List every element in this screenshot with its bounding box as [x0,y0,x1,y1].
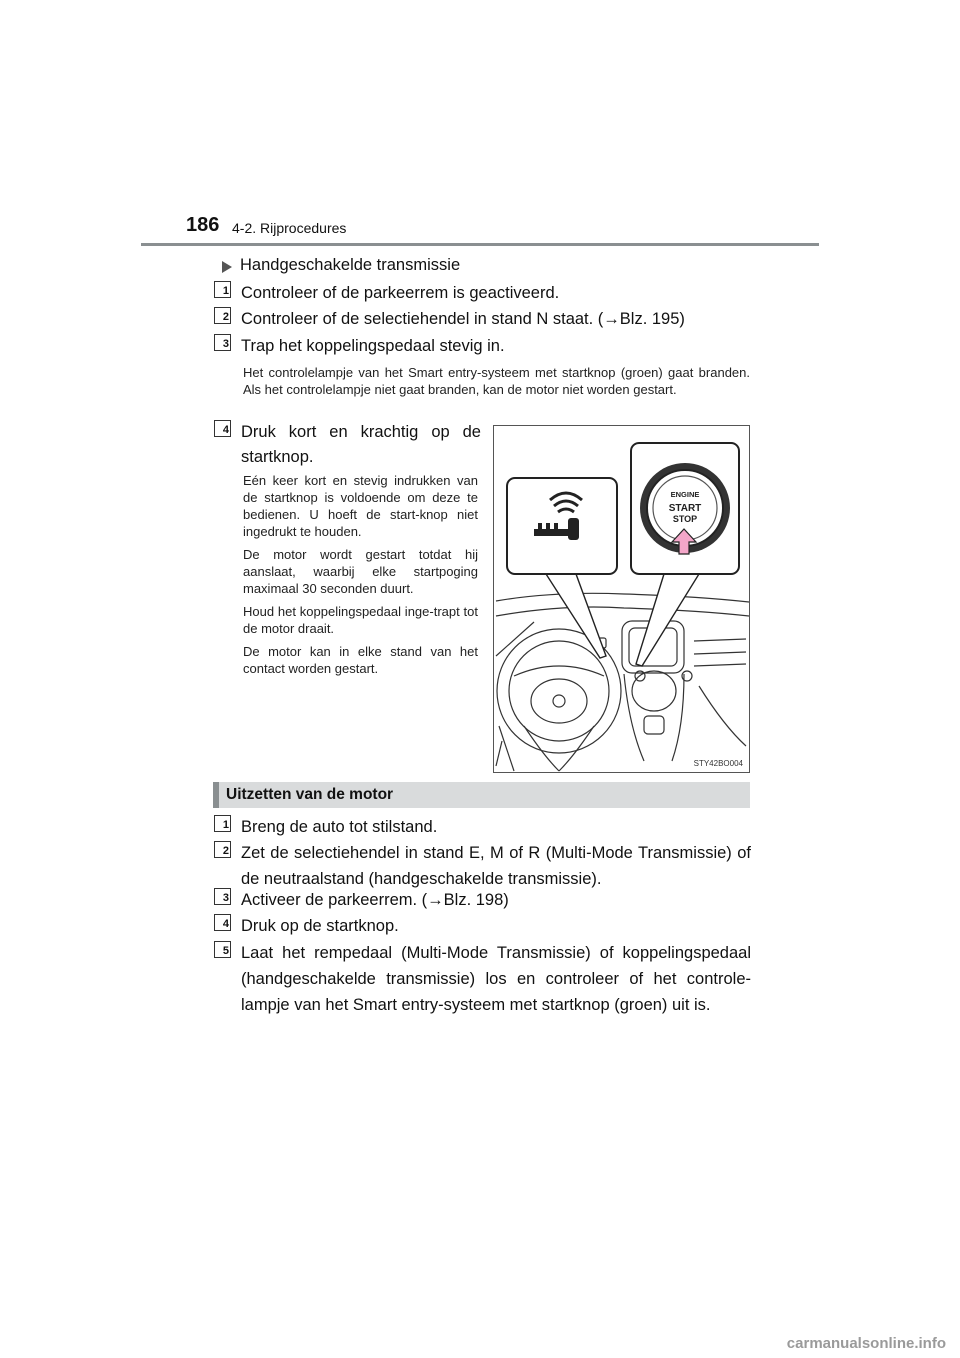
step-number-box: 1 [214,281,231,298]
button-label-start: START [668,503,702,514]
step-notes [243,472,478,677]
dashboard-illustration [493,425,750,773]
step-text: Druk op de startknop. [241,917,399,935]
step-note: Houd het koppelingspedaal inge-trapt tot de motor draait. [243,604,478,636]
step-number-box: 1 [214,815,231,832]
step-note: Het controlelampje van het Smart entry-systeem met startknop (groen) gaat branden. Als het controlelampje niet gaat branden, kan de motor niet worden gestart. [243,365,750,397]
step-text: Controleer of de selectiehendel in stand N staat. (→Blz. 195) [241,310,685,328]
triangle-bullet-icon [222,261,232,273]
step-number-box: 5 [214,941,231,958]
dashboard-drawing [494,426,750,773]
step-note: Eén keer kort en stevig indrukken van de startknop is voldoende om deze te bedienen. U hoeft de start-knop niet ingedrukt te houden. [243,473,478,539]
step-text: Zet de selectiehendel in stand E, M of R (Multi-Mode Transmissie) of de neutraalstand (handgeschakelde transmissie). [241,844,751,888]
step-note: De motor kan in elke stand van het contact worden gestart. [243,644,478,676]
step-number-box: 2 [214,307,231,324]
figure-code: STY42BO004 [693,759,743,768]
header-divider [141,243,819,246]
step-number-box: 2 [214,841,231,858]
step-text: Druk kort en krachtig op de startknop. [241,423,481,466]
step-number-box: 4 [214,914,231,931]
button-label-stop: STOP [672,514,698,524]
step-text: Trap het koppelingspedaal stevig in. [241,337,505,355]
watermark: carmanualsonline.info [786,1335,946,1352]
step-text: Breng de auto tot stilstand. [241,818,438,836]
section-bar-accent [213,782,219,808]
step-number-box: 3 [214,888,231,905]
step-note: De motor wordt gestart totdat hij aanslaat, waarbij elke startpoging maximaal 30 seconden duurt. [243,547,478,596]
step-text: Laat het rempedaal (Multi-Mode Transmissie) of koppelingspedaal (handgeschakelde transmissie) los en controleer of het controle-lampje van het Smart entry-systeem met startknop (groen) uit is. [241,944,751,1014]
step-number-box: 3 [214,334,231,351]
step-text: Controleer of de parkeerrem is geactiveerd. [241,284,560,302]
sub-heading: Handgeschakelde transmissie [240,256,461,274]
section-label: 4-2. Rijprocedures [232,220,347,236]
step-text: Activeer de parkeerrem. (→Blz. 198) [241,891,509,909]
button-label-engine: ENGINE [670,490,700,499]
section-title: Uitzetten van de motor [226,786,394,803]
page-number: 186 [186,214,220,236]
step-number-box: 4 [214,420,231,437]
